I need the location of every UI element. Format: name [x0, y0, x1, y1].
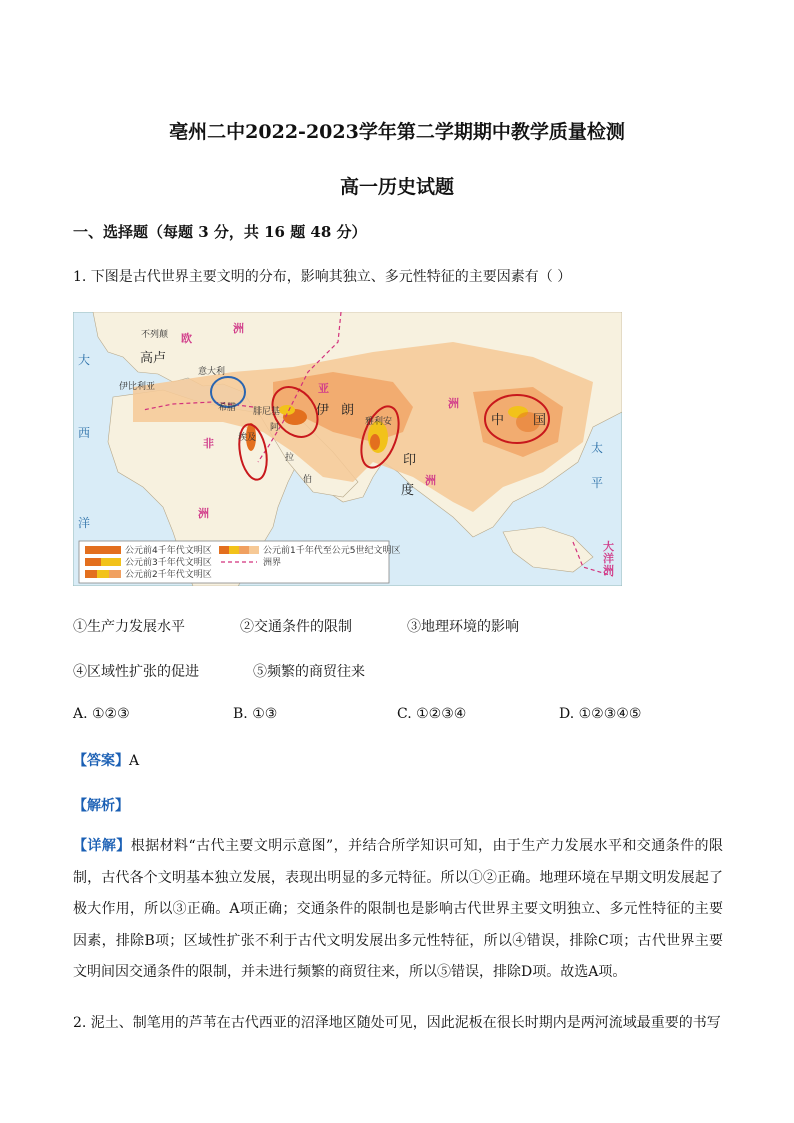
option-1: ①生产力发展水平 [73, 619, 185, 635]
choice-b: B. ①③ [233, 706, 278, 722]
map-label-aryan: 雅利安 [365, 417, 393, 427]
analysis-label: 【解析】 [73, 798, 129, 814]
map-label-india-1: 印 [403, 453, 417, 468]
page-title: 亳州二中2022-2023学年第二学期期中教学质量检测 [169, 121, 625, 143]
option-5: ⑤频繁的商贸往来 [253, 664, 365, 680]
map-label-pacific-1: 太 [591, 441, 604, 455]
answer-label: 【答案】 [73, 753, 129, 769]
legend-1k: 公元前1千年代至公元5世纪文明区 [263, 546, 401, 556]
map-label-africa-2: 洲 [198, 507, 209, 520]
map-label-oceania-3: 洲 [603, 564, 614, 577]
map-label-iran-1: 伊 [316, 403, 330, 418]
page-subtitle: 高一历史试题 [339, 176, 454, 198]
map-label-arabia-1: 阿 [270, 423, 280, 433]
option-3: ③地理环境的影响 [407, 619, 519, 635]
detail-text: 根据材料“古代主要文明示意图”，并结合所学知识可知，由于生产力发展水平和交通条件的限制，古代各个文明基本独立发展，表现出明显的多元特征。所以①②正确。地理环境在早期文明发展起了极大作用，所以③正确。A项正确；交通条件的限制也是影响古代世界主要文明独立、多元性特征的主要因素，排除B项；区域性扩张不利于古代文明发展出多元性特征，所以④错误，排除C项；古代世界主要文明间因交通条件的限制，并未进行频繁的商贸往来，所以⑤错误，排除D项。故选A项。 [73, 838, 723, 980]
map-label-italy: 意大利 [198, 367, 226, 377]
map-label-arabia-3: 伯 [303, 475, 313, 485]
map-label-india-sea: 洲 [425, 474, 436, 487]
choice-c: C. ①②③④ [397, 706, 467, 722]
option-2: ②交通条件的限制 [240, 619, 352, 635]
map-label-china-2: 国 [533, 413, 547, 428]
detail-label: 【详解】 [73, 838, 131, 854]
map-zone-4k-indus [370, 434, 380, 450]
map-label-greece: 希腊 [218, 403, 237, 413]
map-label-africa-1: 非 [203, 437, 214, 450]
map-label-europe-2: 洲 [233, 322, 244, 335]
map-label-oceania-2: 洋 [603, 552, 614, 565]
map-label-pacific-2: 平 [591, 476, 604, 490]
map-label-europe-1: 欧 [181, 332, 192, 345]
map-label-atlantic-3: 洋 [78, 516, 91, 530]
option-4: ④区域性扩张的促进 [73, 664, 199, 680]
map-label-iberia: 伊比利亚 [119, 382, 156, 392]
map-label-arabia-2: 拉 [285, 453, 295, 463]
map-label-iran-2: 朗 [341, 403, 355, 418]
legend-boundary: 洲界 [263, 558, 282, 568]
map-label-asia-2: 洲 [448, 397, 459, 410]
detail-paragraph [73, 831, 723, 989]
map-label-atlantic-2: 西 [78, 426, 91, 440]
map-label-china-1: 中 [491, 413, 505, 428]
question-2-stem: 2. 泥土、制笔用的芦苇在古代西亚的沼泽地区随处可见，因此泥板在很长时期内是两河流域最重要的书写 [73, 1015, 721, 1031]
answer-value: A [129, 753, 140, 769]
map-label-atlantic-1: 大 [78, 353, 91, 367]
map-label-gaul: 高卢 [140, 351, 167, 366]
map-label-britain: 不列颠 [141, 330, 169, 340]
choice-d: D. ①②③④⑤ [559, 706, 642, 722]
civilization-map [73, 312, 622, 586]
map-legend [79, 541, 400, 583]
map-label-phoenicia: 腓尼基 [253, 407, 281, 417]
map-label-egypt: 埃及 [238, 433, 257, 443]
legend-2k: 公元前2千年代文明区 [125, 570, 212, 580]
section-heading: 一、选择题（每题 3 分，共 16 题 48 分） [73, 223, 367, 241]
map-label-asia-1: 亚 [318, 382, 329, 395]
map-label-oceania-1: 大 [603, 540, 614, 553]
answer-line [73, 750, 139, 770]
legend-4k: 公元前4千年代文明区 [125, 546, 212, 556]
choice-a: A. ①②③ [73, 706, 130, 722]
question-1-stem: 1. 下图是古代世界主要文明的分布，影响其独立、多元性特征的主要因素有（ ） [73, 269, 572, 285]
legend-3k: 公元前3千年代文明区 [125, 558, 212, 568]
map-label-india-2: 度 [401, 483, 415, 498]
